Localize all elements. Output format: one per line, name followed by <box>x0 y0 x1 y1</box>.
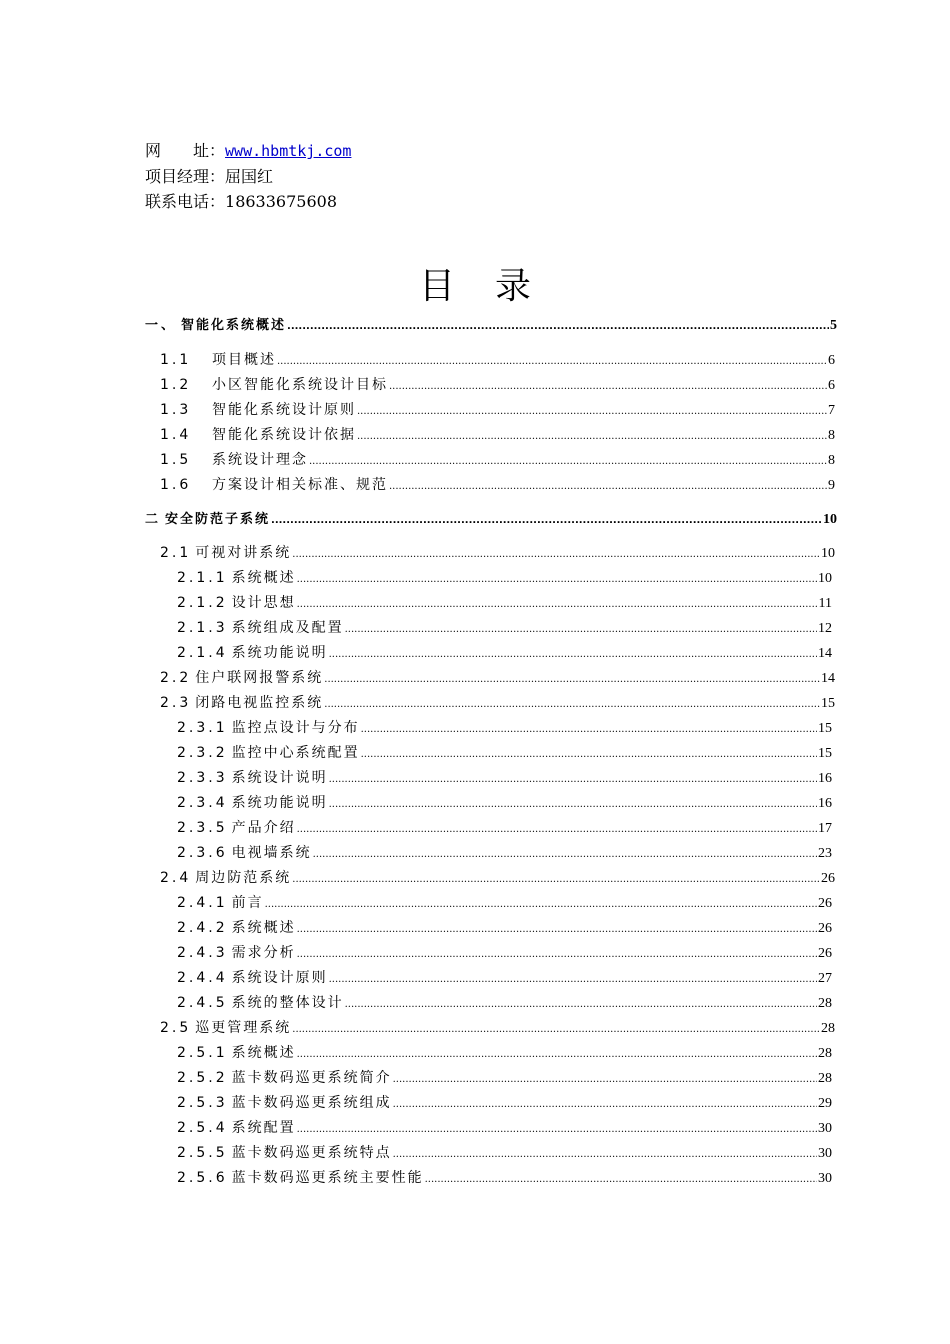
toc-entry-page: 8 <box>828 428 835 443</box>
website-row <box>145 138 351 164</box>
website-link[interactable]: www.hbmtkj.com <box>225 142 352 160</box>
toc-leader-dots <box>287 318 829 333</box>
toc-entry-page: 15 <box>818 746 832 761</box>
toc-entry-number: 2.4.4 <box>177 970 228 986</box>
toc-entry-page: 27 <box>818 971 832 986</box>
toc-leader-dots <box>297 1045 817 1061</box>
toc-entry[interactable] <box>177 1042 832 1064</box>
manager-label: 项目经理： <box>145 167 226 186</box>
toc-entry[interactable] <box>160 1017 835 1039</box>
toc-leader-dots <box>265 895 817 911</box>
toc-entry-label: 小区智能化系统设计目标 <box>212 377 388 393</box>
toc-entry[interactable] <box>145 508 837 530</box>
toc-entry-number: 2.1 <box>160 545 192 561</box>
toc-entry-label: 系统概述 <box>231 570 296 586</box>
toc-entry-page: 14 <box>821 671 835 686</box>
toc-leader-dots <box>271 512 822 527</box>
toc-entry-label: 智能化系统概述 <box>181 318 287 333</box>
toc-leader-dots <box>357 427 827 443</box>
website-label: 网 址： <box>145 141 226 160</box>
toc-leader-dots <box>393 1095 817 1111</box>
toc-entry-page: 30 <box>818 1146 832 1161</box>
toc-entry-label: 需求分析 <box>231 945 296 961</box>
toc-entry[interactable] <box>177 992 832 1014</box>
toc-entry[interactable] <box>160 349 835 371</box>
contact-block <box>145 138 351 214</box>
toc-entry-number: 1.1 <box>160 352 192 368</box>
toc-entry-page: 9 <box>828 478 835 493</box>
toc-entry-page: 26 <box>821 871 835 886</box>
toc-entry[interactable] <box>177 742 832 764</box>
toc-entry[interactable] <box>160 667 835 689</box>
toc-entry-number: 2.4.5 <box>177 995 228 1011</box>
toc-entry-number: 2.5.3 <box>177 1095 228 1111</box>
toc-entry-label: 系统概述 <box>231 920 296 936</box>
toc-entry[interactable] <box>145 314 837 336</box>
toc-entry-page: 10 <box>821 546 835 561</box>
toc-entry-page: 12 <box>818 621 832 636</box>
toc-entry-page: 10 <box>818 571 832 586</box>
toc-leader-dots <box>389 377 827 393</box>
toc-entry[interactable] <box>177 642 832 664</box>
toc-entry[interactable] <box>177 767 832 789</box>
toc-leader-dots <box>357 402 827 418</box>
toc-entry[interactable] <box>160 692 835 714</box>
toc-entry-number: 2.5.5 <box>177 1145 228 1161</box>
toc-entry-number: 1.2 <box>160 377 192 393</box>
toc-entry-label: 蓝卡数码巡更系统简介 <box>231 1070 392 1086</box>
toc-entry-number: 2.1.3 <box>177 620 228 636</box>
toc-entry-label: 监控中心系统配置 <box>231 745 360 761</box>
toc-entry[interactable] <box>177 917 832 939</box>
toc-entry-label: 系统设计原则 <box>231 970 328 986</box>
manager-name: 屈国红 <box>225 167 274 186</box>
toc-entry[interactable] <box>160 374 835 396</box>
toc-entry-page: 15 <box>818 721 832 736</box>
toc-entry[interactable] <box>177 717 832 739</box>
phone-row <box>145 189 351 214</box>
toc-leader-dots <box>361 745 817 761</box>
toc-entry-number: 1.3 <box>160 402 192 418</box>
toc-leader-dots <box>277 352 827 368</box>
toc-entry-label: 项目概述 <box>212 352 276 368</box>
toc-entry[interactable] <box>177 1067 832 1089</box>
toc-entry[interactable] <box>177 567 832 589</box>
toc-entry-page: 7 <box>828 403 835 418</box>
toc-entry-label: 巡更管理系统 <box>195 1020 292 1036</box>
toc-entry[interactable] <box>177 967 832 989</box>
toc-entry-page: 11 <box>818 596 832 611</box>
toc-leader-dots <box>389 477 827 493</box>
toc-entry-label: 产品介绍 <box>231 820 296 836</box>
toc-entry-number: 2.5.2 <box>177 1070 228 1086</box>
toc-entry[interactable] <box>177 842 832 864</box>
toc-leader-dots <box>297 570 817 586</box>
toc-entry-label: 设计思想 <box>231 595 296 611</box>
toc-entry-page: 6 <box>828 378 835 393</box>
toc-entry-page: 28 <box>818 1046 832 1061</box>
toc-entry-number: 2.4.3 <box>177 945 228 961</box>
toc-leader-dots <box>313 845 817 861</box>
toc-entry[interactable] <box>177 592 832 614</box>
toc-entry-page: 30 <box>818 1121 832 1136</box>
toc-leader-dots <box>324 695 820 711</box>
toc-entry-number: 2.5.1 <box>177 1045 228 1061</box>
toc-entry-number: 2.3.1 <box>177 720 228 736</box>
toc-entry[interactable] <box>177 1092 832 1114</box>
toc-entry[interactable] <box>177 892 832 914</box>
toc-entry-label: 系统设计理念 <box>212 452 308 468</box>
toc-entry[interactable] <box>160 867 835 889</box>
toc-entry[interactable] <box>177 1167 832 1189</box>
toc-entry-page: 28 <box>821 1021 835 1036</box>
toc-entry[interactable] <box>160 449 835 471</box>
toc-entry-label: 智能化系统设计依据 <box>212 427 356 443</box>
toc-entry-number: 2.4.1 <box>177 895 228 911</box>
toc-entry-number: 2.1.2 <box>177 595 228 611</box>
toc-leader-dots <box>292 545 820 561</box>
toc-entry-page: 28 <box>818 1071 832 1086</box>
toc-leader-dots <box>329 770 817 786</box>
toc-entry-number: 1.4 <box>160 427 192 443</box>
toc-entry[interactable] <box>177 942 832 964</box>
toc-entry-label: 安全防范子系统 <box>165 512 271 527</box>
toc-entry-number: 2.1.1 <box>177 570 228 586</box>
toc-entry-page: 28 <box>818 996 832 1011</box>
phone-label: 联系电话： <box>145 192 226 211</box>
toc-entry-page: 29 <box>818 1096 832 1111</box>
toc-leader-dots <box>345 620 817 636</box>
toc-entry-page: 17 <box>818 821 832 836</box>
toc-leader-dots <box>297 595 818 611</box>
toc-leader-dots <box>393 1145 817 1161</box>
toc-entry-page: 6 <box>828 353 835 368</box>
toc-entry-label: 监控点设计与分布 <box>231 720 360 736</box>
toc-entry-page: 23 <box>818 846 832 861</box>
toc-entry-label: 系统的整体设计 <box>231 995 344 1011</box>
toc-entry-number: 一、 <box>145 318 178 333</box>
toc-leader-dots <box>329 795 817 811</box>
toc-entry-label: 智能化系统设计原则 <box>212 402 356 418</box>
toc-entry-label: 系统配置 <box>231 1120 296 1136</box>
toc-entry-page: 14 <box>818 646 832 661</box>
toc-entry-label: 蓝卡数码巡更系统组成 <box>231 1095 392 1111</box>
toc-entry-number: 1.6 <box>160 477 192 493</box>
toc-entry-number: 二 <box>145 512 162 527</box>
toc-entry-label: 系统功能说明 <box>231 795 328 811</box>
phone-number: 18633675608 <box>225 192 337 211</box>
toc-entry-label: 蓝卡数码巡更系统主要性能 <box>231 1170 424 1186</box>
toc-leader-dots <box>329 970 817 986</box>
toc-entry-page: 5 <box>830 318 837 333</box>
toc-entry-page: 10 <box>823 512 837 527</box>
toc-entry[interactable] <box>160 474 835 496</box>
toc-entry-label: 蓝卡数码巡更系统特点 <box>231 1145 392 1161</box>
toc-entry-number: 2.3.2 <box>177 745 228 761</box>
toc-leader-dots <box>297 920 817 936</box>
toc-leader-dots <box>361 720 817 736</box>
toc-leader-dots <box>297 945 817 961</box>
toc-entry-page: 16 <box>818 771 832 786</box>
page-title: 目录 <box>418 266 571 307</box>
toc-entry-page: 26 <box>818 896 832 911</box>
toc-entry[interactable] <box>160 542 835 564</box>
toc-entry-number: 2.2 <box>160 670 192 686</box>
toc-entry-label: 住户联网报警系统 <box>195 670 324 686</box>
toc-entry-label: 电视墙系统 <box>231 845 312 861</box>
toc-leader-dots <box>329 645 817 661</box>
toc-entry-number: 2.3 <box>160 695 192 711</box>
toc-entry[interactable] <box>177 792 832 814</box>
toc-entry-number: 2.5.4 <box>177 1120 228 1136</box>
toc-leader-dots <box>425 1170 817 1186</box>
toc-entry-label: 可视对讲系统 <box>195 545 292 561</box>
toc-leader-dots <box>297 1120 817 1136</box>
toc-entry-number: 2.5.6 <box>177 1170 228 1186</box>
toc-leader-dots <box>292 870 820 886</box>
toc-entry-label: 系统概述 <box>231 1045 296 1061</box>
manager-row <box>145 164 351 189</box>
toc-entry-label: 方案设计相关标准、规范 <box>212 477 388 493</box>
toc-entry-number: 2.4.2 <box>177 920 228 936</box>
toc-entry-number: 2.5 <box>160 1020 192 1036</box>
toc-entry[interactable] <box>160 399 835 421</box>
toc-entry-label: 前言 <box>231 895 264 911</box>
toc-entry-page: 26 <box>818 921 832 936</box>
toc-entry-label: 系统功能说明 <box>231 645 328 661</box>
toc-leader-dots <box>345 995 817 1011</box>
toc-entry[interactable] <box>177 1117 832 1139</box>
toc-leader-dots <box>324 670 820 686</box>
toc-entry[interactable] <box>177 1142 832 1164</box>
toc-entry-number: 2.4 <box>160 870 192 886</box>
toc-entry-page: 26 <box>818 946 832 961</box>
toc-entry-label: 闭路电视监控系统 <box>195 695 324 711</box>
toc-entry-number: 2.3.6 <box>177 845 228 861</box>
toc-leader-dots <box>292 1020 820 1036</box>
toc-entry-number: 2.3.5 <box>177 820 228 836</box>
toc-entry[interactable] <box>160 424 835 446</box>
toc-leader-dots <box>309 452 827 468</box>
toc-entry[interactable] <box>177 817 832 839</box>
toc-entry-number: 1.5 <box>160 452 192 468</box>
toc-entry[interactable] <box>177 617 832 639</box>
toc-entry-label: 系统设计说明 <box>231 770 328 786</box>
toc-leader-dots <box>393 1070 817 1086</box>
toc-entry-number: 2.3.4 <box>177 795 228 811</box>
toc-entry-page: 30 <box>818 1171 832 1186</box>
toc-entry-label: 系统组成及配置 <box>231 620 344 636</box>
toc-entry-number: 2.1.4 <box>177 645 228 661</box>
toc-entry-number: 2.3.3 <box>177 770 228 786</box>
toc-entry-page: 16 <box>818 796 832 811</box>
toc-entry-label: 周边防范系统 <box>195 870 292 886</box>
toc-leader-dots <box>297 820 817 836</box>
toc-entry-page: 8 <box>828 453 835 468</box>
toc-entry-page: 15 <box>821 696 835 711</box>
